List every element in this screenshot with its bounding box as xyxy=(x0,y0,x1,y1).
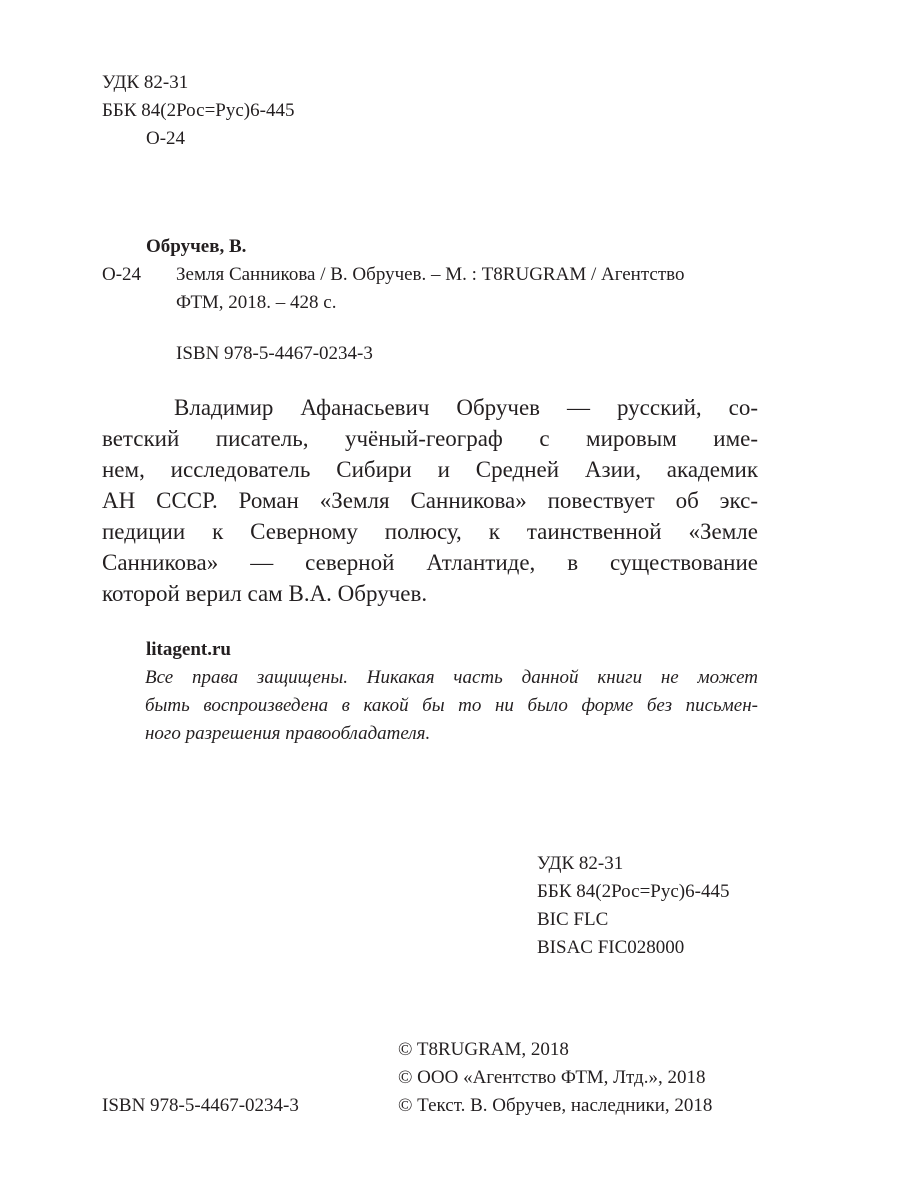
top-udk: УДК 82-31 xyxy=(102,72,189,93)
rights-line: Все права защищены. Никакая часть данной книги не может xyxy=(145,667,758,688)
top-bbk: ББК 84(2Рос=Рус)6-445 xyxy=(102,100,295,121)
catalog-isbn: ISBN 978-5-4467-0234-3 xyxy=(176,343,373,364)
rights-notice xyxy=(145,664,758,748)
site-link[interactable]: litagent.ru xyxy=(146,639,231,660)
rights-line: ного разрешения правообладателя. xyxy=(145,723,431,744)
copyright-line: © Текст. В. Обручев, наследники, 2018 xyxy=(398,1095,713,1116)
copyright-line: © T8RUGRAM, 2018 xyxy=(398,1039,569,1060)
class-udk: УДК 82-31 xyxy=(537,853,624,874)
description-line: Санникова» — северной Атлантиде, в существование xyxy=(102,550,758,575)
description-line: педиции к Северному полюсу, к таинственной «Земле xyxy=(102,519,758,544)
rights-line: быть воспроизведена в какой бы то ни было форме без письмен- xyxy=(145,695,758,716)
description-line: АН СССР. Роман «Земля Санникова» повествует об экс- xyxy=(102,488,758,513)
copyright-line: © ООО «Агентство ФТМ, Лтд.», 2018 xyxy=(398,1067,706,1088)
catalog-title-line: Земля Санникова / В. Обручев. – М. : T8RUGRAM / Агентство xyxy=(176,264,685,285)
description-line: нем, исследователь Сибири и Средней Азии, академик xyxy=(102,457,758,482)
description-line: которой верил сам В.А. Обручев. xyxy=(102,581,428,606)
class-bic: BIC FLC xyxy=(537,909,609,930)
description-line: Владимир Афанасьевич Обручев — русский, со- xyxy=(174,395,758,420)
top-author-mark: О-24 xyxy=(146,128,186,149)
description-paragraph xyxy=(102,392,758,609)
description-line: ветский писатель, учёный-географ с мировым име- xyxy=(102,426,758,451)
catalog-author: Обручев, В. xyxy=(146,236,247,257)
bottom-isbn: ISBN 978-5-4467-0234-3 xyxy=(102,1095,299,1116)
catalog-title-cont: ФТМ, 2018. – 428 с. xyxy=(176,292,337,313)
catalog-mark: О-24 xyxy=(102,264,142,285)
class-bbk: ББК 84(2Рос=Рус)6-445 xyxy=(537,881,730,902)
class-bisac: BISAC FIC028000 xyxy=(537,937,685,958)
